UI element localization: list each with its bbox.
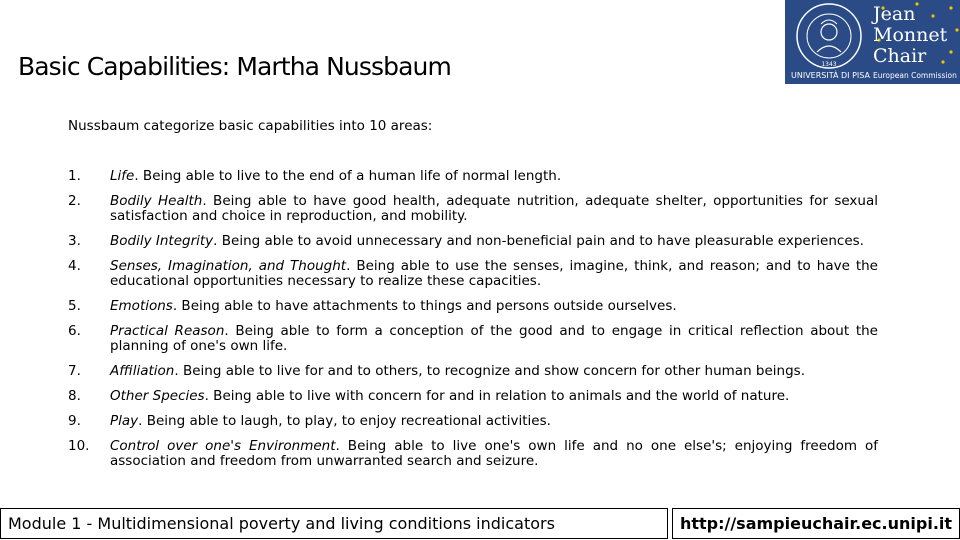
capability-description: . Being able to live with concern for and in relation to animals and the world of nature. <box>204 388 790 404</box>
footer-module-title: Module 1 - Multidimensional poverty and living conditions indicators <box>0 508 668 539</box>
capability-name: Control over one's Environment <box>110 438 336 454</box>
list-item-number: 9. <box>68 413 81 429</box>
list-item-number: 5. <box>68 298 81 314</box>
slide-title: Basic Capabilities: Martha Nussbaum <box>18 52 451 81</box>
list-item <box>68 299 878 314</box>
list-item <box>68 439 878 469</box>
logo-line-1: Jean <box>873 3 916 25</box>
capability-description: . Being able to live to the end of a human life of normal length. <box>134 168 562 184</box>
list-item-number: 8. <box>68 388 81 404</box>
logo-line-2: Monnet <box>873 24 948 46</box>
logo-wordmark <box>873 4 947 67</box>
intro-text: Nussbaum categorize basic capabilities into 10 areas: <box>68 118 433 134</box>
capability-description: . Being able to avoid unnecessary and non-beneficial pain and to have pleasurable experiences. <box>213 233 864 249</box>
capabilities-list <box>68 169 878 469</box>
capability-name: Affiliation <box>110 363 175 379</box>
capability-description: . Being able to use the senses, imagine, think, and reason; and to have the educational opportunities necessary to realize these capacities. <box>110 258 878 289</box>
list-item-number: 1. <box>68 168 81 184</box>
list-item-number: 6. <box>68 323 81 339</box>
footer-url-link[interactable]: http://sampieuchair.ec.unipi.it <box>672 508 960 539</box>
capability-description: . Being able to have attachments to things and persons outside ourselves. <box>172 298 677 314</box>
logo-university: UNIVERSITÀ DI PISA <box>791 71 870 80</box>
capability-description: . Being able to have good health, adequate nutrition, adequate shelter, opportunities for sexual satisfaction and choice in reproduction, and mobility. <box>110 193 879 224</box>
capability-name: Play <box>110 413 139 429</box>
capability-name: Senses, Imagination, and Thought <box>110 258 347 274</box>
list-item-number: 10. <box>68 438 90 454</box>
capability-description: . Being able to form a conception of the good and to engage in critical reflection about the planning of one's own life. <box>110 323 878 354</box>
list-item <box>68 414 878 429</box>
list-item <box>68 364 878 379</box>
capability-name: Emotions <box>110 298 173 314</box>
list-item-number: 3. <box>68 233 81 249</box>
logo-commission: European Commission <box>873 71 957 80</box>
logo-line-3: Chair <box>873 45 927 67</box>
list-item <box>68 234 878 249</box>
svg-text:1343: 1343 <box>821 61 837 68</box>
capability-description: . Being able to laugh, to play, to enjoy recreational activities. <box>138 413 551 429</box>
capability-name: Bodily Health <box>110 193 203 209</box>
list-item-number: 4. <box>68 258 81 274</box>
list-item <box>68 259 878 289</box>
capability-name: Bodily Integrity <box>110 233 214 249</box>
list-item-number: 7. <box>68 363 81 379</box>
capability-description: . Being able to live one's own life and no one else's; enjoying freedom of association and freedom from unwarranted search and seizure. <box>110 438 878 469</box>
jean-monnet-logo <box>785 0 960 84</box>
capability-name: Other Species <box>110 388 205 404</box>
capability-name: Life <box>110 168 135 184</box>
university-seal-icon <box>791 2 867 70</box>
list-item <box>68 324 878 354</box>
list-item <box>68 389 878 404</box>
capability-name: Practical Reason <box>110 323 225 339</box>
list-item <box>68 169 878 184</box>
list-item <box>68 194 878 224</box>
capability-description: . Being able to live for and to others, to recognize and show concern for other human beings. <box>174 363 805 379</box>
list-item-number: 2. <box>68 193 81 209</box>
